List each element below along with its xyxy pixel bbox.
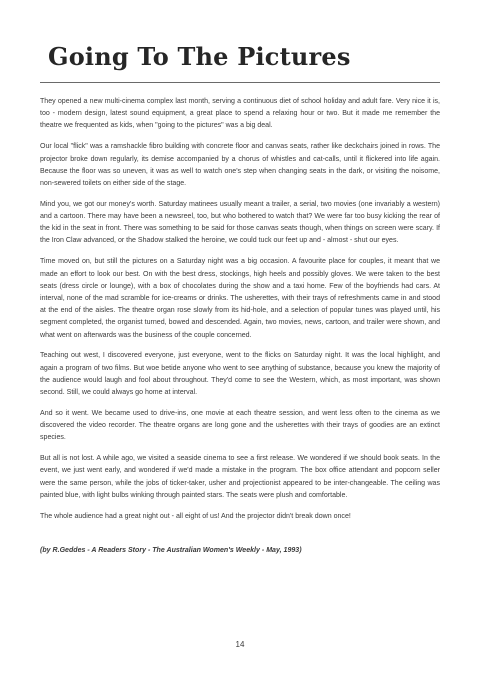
title-divider [40,82,440,83]
article-body [40,96,440,523]
paragraph: But all is not lost. A while ago, we visited a seaside cinema to see a first release. We wondered if we should book seats. In the event, we just went early, and wondered if we'd made a mistake in the program. The box office attendant and popcorn seller were the same person, while the jobs of ticker-taker, usher and projectionist appeared to be inter-changeable. The ceiling was painted blue, with light bulbs winking through painted stars. The seats were plush and comfortable. [40,455,440,499]
article-credit: (by R.Geddes - A Readers Story - The Australian Women's Weekly - May, 1993) [40,546,302,554]
paragraph: Teaching out west, I discovered everyone, just everyone, went to the flicks on Saturday night. It was the local highlight, and again a program of two films. But woe betide anyone who went to see anything of substance, because you knew the majority of the audience would laugh and fool about throughout. They'd come to see the Western, which, as most important, was shown second. Still, we could always go home at interval. [40,352,440,397]
article-title: Going To The Pictures [48,42,351,71]
paragraph: Mind you, we got our money's worth. Saturday matinees usually meant a trailer, a serial, two movies (one invariably a western) and a cartoon. There may have been a newsreel, too, but who bothered to watch that? We were far too busy kicking the rear of the kid in the seat in front. There was something to be said for those canvas seats though, when things on screen were scary. If the Iron Claw advanced, or the Shadow stalked the heroine, we could tuck our feet up and - almost - shut our eyes. [40,200,440,245]
paragraph: They opened a new multi-cinema complex last month, serving a continuous diet of school holiday and adult fare. Very nice it is, too - modern design, latest sound equipment, a great place to spend a relaxing hour or two. But it made me remember the theatre we frequented as kids, when "going to the pictures" was a big deal. [40,98,440,130]
paragraph: Our local "flick" was a ramshackle fibro building with concrete floor and canvas seats, rather like deckchairs joined in rows. The projector broke down regularly, its demise accompanied by a chorus of whistles and cat-calls, until it flickered into life again. Because the floor was so uneven, it was as well to watch one's step when changing seats in the dark, or visiting the noisome, non-sewered toilets on either side of the stage. [40,143,440,187]
paragraph: The whole audience had a great night out - all eight of us! And the projector didn't break down once! [40,512,351,520]
paragraph: And so it went. We became used to drive-ins, one movie at each theatre session, and went less often to the cinema as we discovered the video recorder. The theatre organs are long gone and the usherettes with their trays of goodies are an extinct species. [40,409,440,442]
page-number: 14 [235,640,245,649]
paragraph: Time moved on, but still the pictures on a Saturday night was a big occasion. A favourite place for couples, it meant that we made an effort to look our best. On with the best dress, stockings, high heels and possibly gloves. We were taken to the best seats (dress circle or lounge), with a box of chocolates during the show and a taxi home. Few of the boyfriends had cars. At interval, none of the mad scramble for ice-creams or drinks. The usherettes, with their trays of refreshments came in and stood at the end of the aisles. The theatre organ rose slowly from its hid-hole, and a selection of popular tunes was played until, his segment completed, the organist turned, bowed and descended. Again, two movies, news, cartoon, and trailer were shown, and what went on afterwards was the business of the couple concerned. [40,258,440,339]
